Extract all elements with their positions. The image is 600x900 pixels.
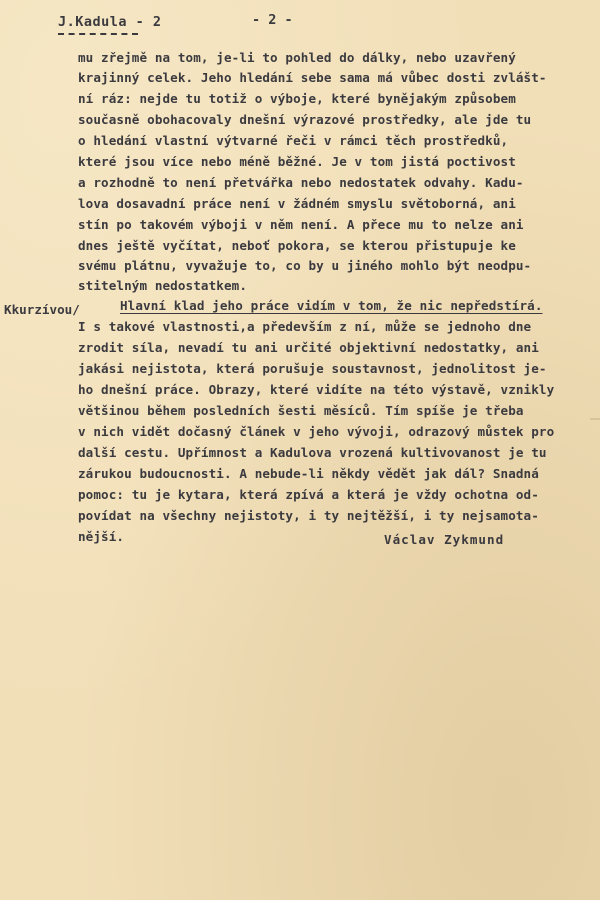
text-line: nější. xyxy=(78,529,125,544)
text-line: současně obohacovaly dnešní výrazové prostředky, ale jde tu xyxy=(78,112,532,127)
text-line: ho dnešní práce. Obrazy, které vidíte na této výstavě, vznikly xyxy=(78,382,555,397)
margin-note: Kkurzívou/ xyxy=(4,302,80,317)
text-line: svému plátnu, vyvažuje to, co by u jiného mohlo být neodpu- xyxy=(78,258,532,273)
text-line: povídat na všechny nejistoty, i ty nejtěžší, i ty nejsamota- xyxy=(78,508,539,523)
text-line: I s takové vlastnosti,a především z ní, může se jednoho dne xyxy=(78,319,532,334)
text-line: zrodit síla, nevadí tu ani určité objektivní nedostatky, ani xyxy=(78,340,539,355)
text-line: v nich vidět dočasný článek v jeho vývoji, odrazový můstek pro xyxy=(78,424,555,439)
text-line: mu zřejmě na tom, je-li to pohled do dálky, nebo uzavřený xyxy=(78,50,516,65)
text-line: lova dosavadní práce není v žádném smyslu světoborná, ani xyxy=(78,196,516,211)
text-line: stín po takovém výboji v něm není. A přece mu to nelze ani xyxy=(78,217,524,232)
header-underline xyxy=(58,33,138,35)
paper-fold-mark xyxy=(590,418,600,420)
text-line: ní ráz: nejde tu totiž o výboje, které bynějakým způsobem xyxy=(78,91,516,106)
author-header: J.Kadula - 2 xyxy=(58,14,162,30)
key-sentence: Hlavní klad jeho práce vidím v tom, že nic nepředstírá. xyxy=(120,298,543,313)
text-line: pomoc: tu je kytara, která zpívá a která je vždy ochotna od- xyxy=(78,487,539,502)
text-line: další cestu. Upřímnost a Kadulova vrozená kultivovanost je tu xyxy=(78,445,547,460)
signature: Václav Zykmund xyxy=(384,532,505,547)
text-line: stitelným nedostatkem. xyxy=(78,278,248,293)
text-line: většinou během posledních šesti měsíců. Tím spíše je třeba xyxy=(78,403,524,418)
text-line: o hledání vlastní výtvarné řeči v rámci těch prostředků, xyxy=(78,133,509,148)
text-line: krajinný celek. Jeho hledání sebe sama má vůbec dosti zvlášt- xyxy=(78,70,547,85)
text-line: které jsou více nebo méně běžné. Je v tom jistá poctivost xyxy=(78,154,516,169)
page-number: - 2 - xyxy=(252,12,293,28)
text-line: dnes ještě vyčítat, neboť pokora, se kterou přistupuje ke xyxy=(78,238,516,253)
text-line: a rozhodně to není přetvářka nebo nedostatek odvahy. Kadu- xyxy=(78,175,524,190)
text-line: jakási nejistota, která porušuje soustavnost, jednolitost je- xyxy=(78,361,547,376)
text-line: zárukou budoucnosti. A nebude-li někdy vědět jak dál? Snadná xyxy=(78,466,539,481)
